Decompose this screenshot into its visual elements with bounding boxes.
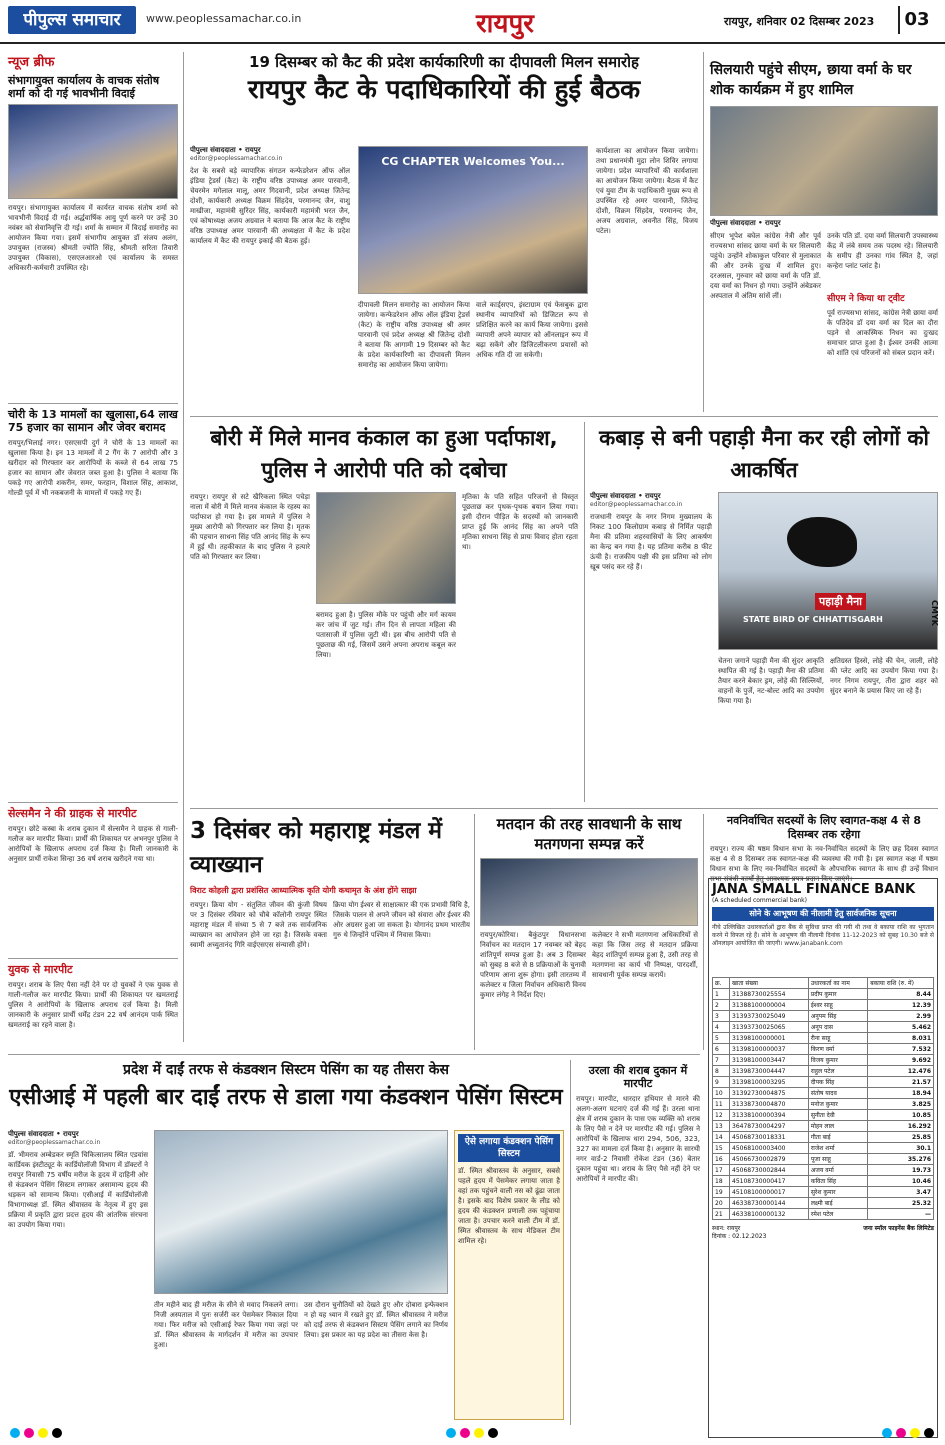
row-amount: 21.57 [868, 1077, 934, 1088]
cait-text-2: दीपावली मिलन समारोह का आयोजन किया जायेगा। कन्फेडरेशन ऑफ ऑल इंडिया ट्रेडर्स (कैट) के राष्ट्रीय वरिष्ठ उपाध्यक्ष श्री अमर पारवानी एवं प्रदेश अध्यक्ष श्री जितेन्द्र दोशी ने बताया कि आगामी 19 दिसम्बर को कैट के प्रदेश कार्यकारिणी का दीपावली मिलन समारोह का आयोजन किया जायेगा। [358, 301, 470, 369]
voting-text-2: कलेक्टर ने सभी मतगणना अधिकारियों से कहा कि जिस तरह से मतदान प्रक्रिया बेहद शांतिपूर्ण सम्पन्न हुआ है, उसी तरह से मतगणना का कार्य भी निष्पक्ष, पारदर्शी, सावधानी पूर्वक सम्पन्न करायें। [592, 931, 698, 979]
row-account: 45068100003400 [730, 1143, 809, 1154]
row-name: पूजा साहू [808, 1154, 867, 1165]
table-row [713, 1198, 934, 1209]
maina-text-1: राजधानी रायपुर के नगर निगम मुख्यालय के निकट 100 किलोग्राम कबाड़ से निर्मित पहाड़ी मैना की प्रतिमा शहरवासियों के लिए आकर्षण का केन्द्र बन गया है। यह प्रतिमा करीब 8 फीट ऊंची है। राजकीय पक्षी की इस प्रतिमा को लोग खूब पसंद कर रहे हैं। [590, 513, 712, 571]
skeleton-text-1: रायपुर। रायपुर से सटे खैरिकला स्थित पचेड़ा नाला में बोरी में मिले मानव कंकाल के रहस्य का पर्दाफाश हो गया है। इस मामले में पुलिस ने मुख्य आरोपी को गिरफ्तार कर लिया है। मृतक की पहचान साधना सिंह पति आनंद सिंह के रूप में हुई थी। तहकीकात के बाद पुलिस ने हत्यारे पति को गिरफ्तार कर लिया। [190, 493, 310, 561]
row-name: किरण वर्मा [808, 1044, 867, 1055]
silyari-sub: सीएम ने किया था ट्वीट [827, 294, 905, 304]
row-amount: 30.1 [868, 1143, 934, 1154]
row-amount: 19.73 [868, 1165, 934, 1176]
cait-byline: पीपुल्स संवाददाता • रायपुर [190, 146, 261, 154]
cait-kicker: 19 दिसम्बर को कैट की प्रदेश कार्यकारिणी का दीपावली मिलन समारोह [249, 53, 639, 71]
brief-1-text: रायपुर। संभागायुक्त कार्यालय में कार्यरत वाचक संतोष शर्मा को भावभीनी विदाई दी गई। अर्द्धवार्षिक आयु पूर्ण करने पर उन्हें 30 नवंबर को सेवानिवृत्ति दी गई। शर्मा के सम्मान में विदाई समारोह का आयोजन किया गया। इसमें संभागीय आयुक्त डॉ संजय अलंग, उपायुक्त (राजस्व) श्रीमती ज्योति सिंह, श्रीमती सरिता तिवारी उपायुक्त (विकास), एसएलआरओ एवं कार्यालय के समस्त अधिकारी-कर्मचारी उपस्थित रहे। [8, 204, 178, 272]
website-url: www.peoplessamachar.co.in [146, 12, 302, 25]
row-amount: 9.692 [868, 1055, 934, 1066]
row-no: 16 [713, 1154, 730, 1165]
row-account: 31338730004870 [730, 1099, 809, 1110]
row-no: 12 [713, 1110, 730, 1121]
row-account: 31393730025065 [730, 1022, 809, 1033]
row-account: 45066730002879 [730, 1154, 809, 1165]
row-name: मनोज कुमार [808, 1099, 867, 1110]
cait-text-1: देश के सबसे बड़े व्यापारिक संगठन कन्फेडरेशन ऑफ ऑल इंडिया ट्रेडर्स (कैट) के राष्ट्रीय वरिष्ठ उपाध्यक्ष अमर पारवानी, चेयरमेन मगेलाल मालू, अमर गिदवानी, प्रदेश अध्यक्ष जितेन्द्र दोशी, कार्यकारी अध्यक्ष विक्रम सिंहदेव, परमानन्द जैन, वाशु माखीजा, महामंत्री सुरिंदर सिंह, कार्यकारी महामंत्री भरत जैन, एवं कोषाध्यक्ष अजय अग्रवाल ने बताया कि आज कैट के राष्ट्रीय वरिष्ठ उपाध्यक्ष अमर पारवानी की अध्यक्षता में कैट के प्रदेश कार्यालय में कैट की रायपुर इकाई की बैठक हुई। [190, 167, 350, 245]
counting-meeting-photo [480, 858, 698, 926]
page-number: 03 [898, 6, 934, 34]
row-account: 31398100003447 [730, 1055, 809, 1066]
cait-email: editor@peoplessamachar.co.in [190, 155, 283, 162]
maina-sign-hindi: पहाड़ी मैना [815, 593, 866, 610]
ad-signatory: जना स्मॉल फाइनेंस बैंक लिमिटेड [863, 1225, 934, 1232]
row-name: रीना साहू [808, 1033, 867, 1044]
cait-story [190, 52, 698, 414]
table-row [713, 1088, 934, 1099]
black-dot [52, 1428, 62, 1438]
auction-notice: नीचे उल्लिखित उधारकर्ताओं द्वारा बैंक से सुविधा प्राप्त की गयी थी तथा वे बकाया राशि का भुगतान करने में विफल रहे हैं। सोने के आभूषण की नीलामी दिनांक 11-12-2023 को सुबह 10.30 बजे से ऑनलाइन आयोजित की जाएगी। www.janabank.com [712, 924, 934, 947]
row-name: अनुपम सिंह [808, 1011, 867, 1022]
table-row [713, 1143, 934, 1154]
cath-lab-photo [154, 1130, 448, 1294]
police-accused-photo [316, 492, 456, 604]
silyari-photo [710, 106, 938, 216]
table-row [713, 1055, 934, 1066]
row-amount: 10.46 [868, 1176, 934, 1187]
silyari-story [710, 60, 938, 412]
aims-email: editor@peoplessamachar.co.in [8, 1139, 101, 1146]
maina-text-3: क्षतिग्रस्त हिस्से, लोहे की चेन, जाली, लोहे की प्लेट आदि का उपयोग किया गया है। नगर निगम रायपुर, तीरा द्वारा शहर को सुंदर बनाने के प्रयास किए जा रहे हैं। [830, 657, 938, 695]
aims-text-3: उस दौरान चुनौतियों को देखते हुए और दोबारा इन्फेक्शन न हो यह ध्यान में रखते हुए डॉ. स्मित श्रीवास्तव ने मरीज को दाईं तरफ से कंडक्शन सिस्टम पेसिंग लगाने का निर्णय लिया। इस प्रकार का यह प्रदेश का तीसरा केस है। [304, 1301, 448, 1339]
cmyk-right [880, 1428, 936, 1442]
magenta-dot [460, 1428, 470, 1438]
row-account: 31392730004875 [730, 1088, 809, 1099]
row-amount: 2.99 [868, 1011, 934, 1022]
row-name: ईश्वर साहू [808, 1000, 867, 1011]
row-no: 9 [713, 1077, 730, 1088]
voting-headline: मतदान की तरह सावधानी के साथ मतगणना सम्पन्न करें [496, 815, 682, 853]
auction-banner: सोने के आभूषण की नीलामी हेतु सार्वजनिक सूचना [712, 907, 934, 921]
col-name: उधारकर्ता का नाम [808, 978, 867, 989]
maharashtra-story [190, 814, 470, 1050]
voting-text-1: रायपुर/कोरिया। बैकुंठपुर विधानसभा निर्वाचन का मतदान 17 नवम्बर को बेहद शांतिपूर्ण सम्पन्न हुआ है। अब 3 दिसम्बर को सुबह 8 बजे से 8 प्रक्रियाओं के चुनावी परिणाम आना शुरू होगा। इसी तारतम्य में कलेक्टर व जिला निर्वाचन अधिकारी विनय कुमार लंगेह ने निर्देश दिए। [480, 931, 586, 999]
row-no: 5 [713, 1033, 730, 1044]
yellow-dot [38, 1428, 48, 1438]
aims-text-2: तीन महीने बाद ही मरीज के सीने से मवाद निकलने लगा। निजी अस्पताल में पुनः सर्जरी कर पेसमेकर निकाल दिया गया। फिर मरीज को एसीआई रेफर किया गया जहां पर डॉ. स्मित श्रीवास्तव के मार्गदर्शन में मरीज का उपचार हुआ। [154, 1301, 298, 1349]
cmyk-center [444, 1428, 500, 1442]
cyan-dot [446, 1428, 456, 1438]
row-account: 31388730025554 [730, 989, 809, 1000]
divider [8, 403, 178, 404]
brief-3-text: रायपुर। छोटे कस्बा के शराब दुकान में सेल्समैन ने ग्राहक से गाली-गलौज कर मारपीट किया। प्रार्थी की शिकायत पर अभनपुर पुलिस ने आरोपियों के खिलाफ अपराध दर्ज किया है। मिली जानकारी के अनुसार प्रार्थी राकेश सिन्हा 36 वर्ष शराब खरीदने गया था। [8, 825, 178, 863]
row-amount: 5.462 [868, 1022, 934, 1033]
maina-headline: कबाड़ से बनी पहाड़ी मैना कर रही लोगों को आकर्षित [599, 426, 929, 482]
column-rule [584, 422, 585, 802]
row-amount: 25.32 [868, 1198, 934, 1209]
farewell-photo [8, 104, 178, 199]
row-amount: 12.476 [868, 1066, 934, 1077]
table-row [713, 1033, 934, 1044]
masthead [0, 0, 945, 44]
cait-banner-text: CG CHAPTER Welcomes You... [381, 155, 565, 168]
table-row [713, 1209, 934, 1220]
maina-text-2: चेतना जगाने पहाड़ी मैना की सुंदर आकृति स्थापित की गई है। पहाड़ी मैना की प्रतिमा तैयार करने बेकार ड्रम, लोहे की सिल्लियों, वाहनों के पुर्जे, नट-बोल्ट आदि का उपयोग किया गया है। [718, 657, 824, 705]
urla-text: रायपुर। मारपीट, धारदार हथियार से मारने की अलग-अलग घटनाएं दर्ज की गई हैं। उरला थाना क्षेत्र में शराब दुकान के पास एक व्यक्ति को शराब के लिए पैसे न देने पर मारपीट की गई। पुलिस ने आरोपियों के खिलाफ धारा 294, 506, 323, 327 का मामला दर्ज किया है। अनुसार के सारथी नगर वार्ड-2 निवासी रोकेश टंडन (36) बेतार दुकान पहुंचा था। शराब के लिए पैसे नहीं देने पर आरोपियों ने मारपीट की। [576, 1095, 700, 1183]
row-name: अनूप दास [808, 1022, 867, 1033]
row-amount: 10.85 [868, 1110, 934, 1121]
urla-story [576, 1064, 700, 1424]
row-name: अजय वर्मा [808, 1165, 867, 1176]
cait-text-3: वाले कार्ड्सएप, इंस्टाग्राम एवं फेसबुक द्वारा स्थानीय व्यापारियों को डिजिटल रूप से प्रशिक्षित करने का कार्य किया जायेगा। इससे व्यापारी अपने व्यापार को ऑनलाइन रूप में बढ़ा सकेंगे और डिजिटलीकरण प्रयासों को अधिक गति दी जा सकेगी। [476, 301, 588, 359]
silyari-headline: सिलयारी पहुंचे सीएम, छाया वर्मा के घर शोक कार्यक्रम में हुए शामिल [710, 62, 912, 98]
voting-story [480, 814, 698, 1050]
auction-table [712, 977, 934, 1220]
row-no: 7 [713, 1055, 730, 1066]
table-row [713, 1022, 934, 1033]
councillors-text: रायपुर। राज्य की षष्ठम विधान सभा के नव-निर्वाचित सदस्यों के लिए छह दिवस स्वागत कक्ष 4 से 8 दिसम्बर तक स्वागत-कक्ष की व्यवस्था की गयी है। इस स्वागत कक्ष में षष्ठम विधान सभा के लिए नव-निर्वाचित सदस्यों के औपचारिक स्वागत के साथ ही उन्हें विधान सभा संबंधी कार्यों हेतु आवश्यक प्रपत्र प्रदान किए जाएंगे। [710, 845, 938, 883]
aims-text-1: डॉ. भीमराव अम्बेडकर स्मृति चिकित्सालय स्थित एडवांस कार्डियक इंस्टीट्यूट के कार्डियोलॉजी विभाग में डॉक्टरों ने रायपुर निवासी 75 वर्षीय मरीज के हृदय में दाहिनी ओर से कंडक्शन पेसिंग सिस्टम लगाकर असामान्य हृदय की धड़कन को सामान्य किया। एसीआई में कार्डियोलॉजी विभागाध्यक्ष डॉ. स्मित श्रीवास्तव के नेतृत्व में हुए इस प्रक्रिया में प्रकृति द्वारा प्रदत्त हृदय की आंतरिक संरचना का उपयोग किया गया। [8, 1151, 148, 1229]
table-row [713, 1099, 934, 1110]
magenta-dot [896, 1428, 906, 1438]
row-account: 31393730025049 [730, 1011, 809, 1022]
magenta-dot [24, 1428, 34, 1438]
table-row [713, 1132, 934, 1143]
brief-2-text: रायपुर/भिलाई नगर। एसएसपी दुर्ग ने चोरी के 13 मामलों का खुलासा किया है। इन 13 मामलों में 2 गैंग के 7 आरोपी और 3 खरीदार को गिरफ्तार कर आरोपियों के कब्जे से 64 लाख 75 हजार का सामान और जेवरात जब्त हुआ है। पुलिस ने बताया कि पकड़े गए आरोपी शकरीन, समर, फरहान, विशाल सिंह, आकाश, गोल्डी पूर्व में भी नकबजनी के मामलों में पकड़े गए हैं। [8, 439, 178, 497]
silyari-text-3: पूर्व राज्यसभा सांसद, कांग्रेस नेत्री छाया वर्मा के पतिदेव डॉ दया वर्मा का दिल का दौरा पड़ने से आकस्मिक निधन का दुःखद समाचार प्राप्त हुआ है। ईश्वर उनकी आत्मा को शांति एवं परिजनों को संबल प्रदान करें। [827, 309, 938, 357]
row-account: 31398730004447 [730, 1066, 809, 1077]
row-amount: 3.47 [868, 1187, 934, 1198]
row-no: 4 [713, 1022, 730, 1033]
row-no: 14 [713, 1132, 730, 1143]
table-row [713, 1187, 934, 1198]
black-dot [924, 1428, 934, 1438]
row-name: रमेश पटेल [808, 1209, 867, 1220]
cyan-dot [10, 1428, 20, 1438]
row-name: गीता बाई [808, 1132, 867, 1143]
brief-4-text: रायपुर। शराब के लिए पैसा नहीं देने पर दो युवकों ने एक युवक से गाली-गलौज कर मारपीट किया। प्रार्थी की शिकायत पर खमतराई पुलिस ने आरोपियों के खिलाफ अपराध दर्ज किया है। मिली जानकारी के अनुसार प्रार्थी धर्मेंद्र टंडन 22 वर्ष आनंदम पार्क स्थित खमतराई का रहने वाला है। [8, 981, 178, 1029]
table-row [713, 1000, 934, 1011]
table-row [713, 1165, 934, 1176]
aims-byline: पीपुल्स संवाददाता • रायपुर [8, 1130, 79, 1138]
section-rule [190, 416, 938, 417]
row-name: सुरेश कुमार [808, 1187, 867, 1198]
table-row [713, 1044, 934, 1055]
skeleton-headline: बोरी में मिले मानव कंकाल का हुआ पर्दाफाश, पुलिस ने आरोपी पति को दबोचा [210, 426, 558, 482]
row-amount: 12.39 [868, 1000, 934, 1011]
black-dot [488, 1428, 498, 1438]
urla-headline: उरला की शराब दुकान में मारपीट [588, 1064, 688, 1090]
cmyk-left [8, 1428, 64, 1442]
row-name: लक्ष्मी बाई [808, 1198, 867, 1209]
cyan-dot [882, 1428, 892, 1438]
table-row [713, 1011, 934, 1022]
row-amount: 3.825 [868, 1099, 934, 1110]
table-row [713, 1154, 934, 1165]
row-no: 20 [713, 1198, 730, 1209]
skeleton-story [190, 422, 578, 802]
maharashtra-text-2: क्रिया योग ईश्वर से साक्षात्कार की एक प्रभावी विधि है, जिसके पालन से अपने जीवन को संवारा और ईश्वर की ओर अग्रसर हुआ जा सकता है। योगानंद प्रथम भारतीय गुरु थे जिन्होंने पश्चिम में निवास किया। [333, 901, 470, 939]
row-no: 15 [713, 1143, 730, 1154]
row-no: 19 [713, 1187, 730, 1198]
cait-text-4: कार्यशाला का आयोजन किया जायेगा। तथा प्रधानमंत्री मुद्रा लोन शिविर लगाया जायेगा। प्रदेश व्यापारियों की कार्यशाला का आयोजन किया जायेगा। बैठक में कैट एवं युवा टीम के पदाधिकारी मुख्य रूप से उपस्थित रहे अमर पारवानी, जितेन्द्र दोशी, विक्रम सिंहदेव, परमानन्द जैन, अजय अग्रवाल, अवनीत सिंह, विजय पटेल। [596, 147, 698, 235]
maina-email: editor@peoplessamachar.co.in [590, 501, 683, 508]
row-no: 6 [713, 1044, 730, 1055]
city-tag: रायपुर [476, 9, 534, 39]
skeleton-text-3: मृतिका के पति सहित परिजनों से विस्तृत पूछताछ कर पृथक-पृथक बयान लिया गया। इसी दौरान पीड़ित के सदस्यों को जानकारी प्राप्त हुई कि आनंद सिंह का अपने पति मृतिका साधना सिंह से प्रायः विवाद होता रहता था। [462, 493, 578, 551]
row-account: 31338100000394 [730, 1110, 809, 1121]
ad-place: स्थान: रायपुर [712, 1225, 741, 1232]
maina-story [590, 422, 938, 807]
table-row [713, 1077, 934, 1088]
table-row [713, 989, 934, 1000]
row-no: 3 [713, 1011, 730, 1022]
news-brief-column [8, 52, 178, 1052]
councillors-story [710, 814, 938, 883]
row-name: दीपक सिंह [808, 1077, 867, 1088]
row-amount: 7.532 [868, 1044, 934, 1055]
brief-2-title: चोरी के 13 मामलों का खुलासा,64 लाख 75 हजार का सामान और जेवर बरामद [8, 408, 178, 434]
row-no: 2 [713, 1000, 730, 1011]
row-no: 1 [713, 989, 730, 1000]
divider [8, 958, 178, 959]
row-name: प्रदीप कुमार [808, 989, 867, 1000]
table-row [713, 1066, 934, 1077]
cait-meeting-photo [358, 146, 588, 294]
row-no: 17 [713, 1165, 730, 1176]
maina-sign-english: STATE BIRD OF CHHATTISGARH [743, 615, 883, 624]
aims-headline: एसीआई में पहली बार दाईं तरफ से डाला गया कंडक्शन पेसिंग सिस्टम [9, 1085, 563, 1110]
row-amount: 16.292 [868, 1121, 934, 1132]
skeleton-text-2: बरामद हुआ है। पुलिस मौके पर पहुंची और मर्ग कायम कर जांच में जुट गई। तीन दिन से लापता महिला की पतासाजी में पुलिस जुटी थी। इस बीच आरोपी पति से पूछताछ की गई, जिसमें उसने अपना अपराध कबूल कर लिया। [316, 611, 456, 659]
row-account: 31398100000001 [730, 1033, 809, 1044]
silyari-byline: पीपुल्स संवाददाता • रायपुर [710, 219, 781, 227]
col-no: क्र. [713, 978, 730, 989]
row-no: 10 [713, 1088, 730, 1099]
section-rule [8, 1054, 700, 1055]
row-name: संतोष यादव [808, 1088, 867, 1099]
newspaper-logo: पीपुल्स समाचार [8, 6, 136, 34]
explainer-text: डॉ. स्मित श्रीवास्तव के अनुसार, सबसे पहले हृदय में पेसमेकर लगाया जाता है वहां तक पहुंचने वाली नस को ढूंढा जाता है। इसके बाद विशेष प्रकार के लीड को हृदय की कंडक्शन प्रणाली तक पहुंचाया जाता है। उपचार करने वाली टीम में डॉ. स्मित श्रीवास्तव के साथ मेडिकल टीम शामिल रहे। [458, 1167, 560, 1245]
col-account: खाता संख्या [730, 978, 809, 989]
row-amount: 18.94 [868, 1088, 934, 1099]
row-account: 36478730004297 [730, 1121, 809, 1132]
row-name: विजय कुमार [808, 1055, 867, 1066]
councillors-headline: नवनिर्वाचित सदस्यों के लिए स्वागत-कक्ष 4 से 8 दिसम्बर तक रहेगा [726, 814, 922, 841]
maharashtra-sub: विराट कोहली द्वारा प्रशंसित आध्यात्मिक कृति योगी कथामृत के अंश होंगे साझा [190, 886, 417, 895]
row-account: 31398100000037 [730, 1044, 809, 1055]
column-rule [703, 52, 704, 412]
row-name: कविता सिंह [808, 1176, 867, 1187]
dateline: रायपुर, शनिवार 02 दिसम्बर 2023 [724, 15, 875, 28]
row-name: मोहन लाल [808, 1121, 867, 1132]
aims-kicker: प्रदेश में दाईं तरफ से कंडक्शन सिस्टम पेसिंग का यह तीसरा केस [123, 1062, 449, 1078]
maharashtra-text-1: रायपुर। क्रिया योग - संतुलित जीवन की कुंजी विषय पर 3 दिसंबर रविवार को चौबे कॉलोनी रायपुर स्थित महाराष्ट्र मंडल में संध्या 5 से 7 बजे तक सार्वजनिक व्याख्यान का आयोजन होने जा रहा है। जिसके वक्ता स्वामी अच्युतानंद गिरि वाईएसएस संन्यासी होंगे। [190, 901, 327, 949]
silyari-text-2: उनके पति डॉ. दया वर्मा सिलयारी उपस्वास्थ्य केंद्र में लंबे समय तक पदस्थ रहे। सिलयारी के समीप ही उनका गांव स्थित है, जहां कन्हेरा प्लांट प्लांट है। [827, 232, 938, 270]
ad-date: दिनांक : 02.12.2023 [712, 1233, 767, 1240]
row-account: 31398100003295 [730, 1077, 809, 1088]
row-no: 11 [713, 1099, 730, 1110]
row-name: राहुल पटेल [808, 1066, 867, 1077]
row-no: 8 [713, 1066, 730, 1077]
row-account: 45108100000017 [730, 1187, 809, 1198]
row-account: 45068730018331 [730, 1132, 809, 1143]
row-name: सुनीता देवी [808, 1110, 867, 1121]
row-account: 31388100000004 [730, 1000, 809, 1011]
row-account: 45108730000417 [730, 1176, 809, 1187]
cmyk-strip [8, 1428, 936, 1442]
row-name: राजेश शर्मा [808, 1143, 867, 1154]
table-row [713, 1110, 934, 1121]
silyari-text-1: सीएम भूपेश बघेल कांग्रेस नेत्री और पूर्व राज्यसभा सांसद छाया वर्मा के घर सिलयारी पहुंचे। उन्होंने शोकाकुल परिवार से मुलाकात की और उनके दुःख में शामिल हुए। दरअसल, गुरुवार को छाया वर्मा के पति डॉ. दया वर्मा का निधन हो गया। उन्होंने अंबेडकर अस्पताल में अंतिम सांसें लीं। [710, 232, 821, 300]
row-amount: 25.85 [868, 1132, 934, 1143]
cait-headline: रायपुर कैट के पदाधिकारियों की हुई बैठक [247, 75, 641, 105]
maharashtra-headline: 3 दिसंबर को महाराष्ट्र मंडल में व्याख्यान [190, 818, 443, 878]
brief-3-title: सेल्समैन ने की ग्राहक से मारपीट [8, 807, 137, 820]
row-amount: 8.031 [868, 1033, 934, 1044]
table-row [713, 1176, 934, 1187]
yellow-dot [474, 1428, 484, 1438]
row-account: 46338100000132 [730, 1209, 809, 1220]
column-rule [570, 1060, 571, 1425]
divider [8, 802, 178, 803]
yellow-dot [910, 1428, 920, 1438]
column-rule [183, 52, 184, 1042]
row-no: 18 [713, 1176, 730, 1187]
news-brief-label: न्यूज ब्रीफ [8, 55, 55, 70]
bank-subtitle: (A scheduled commercial bank) [712, 897, 807, 904]
row-no: 13 [713, 1121, 730, 1132]
column-rule [703, 814, 704, 1050]
col-amount: बकाया राशि (रु. में) [868, 978, 934, 989]
aims-explainer-box [454, 1130, 564, 1420]
brief-1-title: संभागायुक्त कार्यालय के वाचक संतोष शर्मा को दी गई भावभीनी विदाई [8, 74, 160, 100]
row-amount: 35.276 [868, 1154, 934, 1165]
aims-story [8, 1060, 564, 1425]
row-no: 21 [713, 1209, 730, 1220]
row-account: 45068730002844 [730, 1165, 809, 1176]
bank-auction-ad [708, 878, 938, 1438]
cmyk-side-label: CMYK [930, 600, 939, 626]
bird-silhouette [787, 517, 857, 567]
brief-4-title: युवक से मारपीट [8, 963, 73, 976]
section-rule [190, 808, 938, 809]
bank-name: JANA SMALL FINANCE BANK [712, 882, 916, 897]
row-account: 46338730000144 [730, 1198, 809, 1209]
column-rule [474, 814, 475, 1050]
explainer-title: ऐसे लगाया कंडक्शन पेसिंग सिस्टम [458, 1134, 560, 1162]
row-amount: — [868, 1209, 934, 1220]
table-row [713, 1121, 934, 1132]
maina-byline: पीपुल्स संवाददाता • रायपुर [590, 492, 661, 500]
maina-statue-photo [718, 492, 938, 650]
row-amount: 8.44 [868, 989, 934, 1000]
